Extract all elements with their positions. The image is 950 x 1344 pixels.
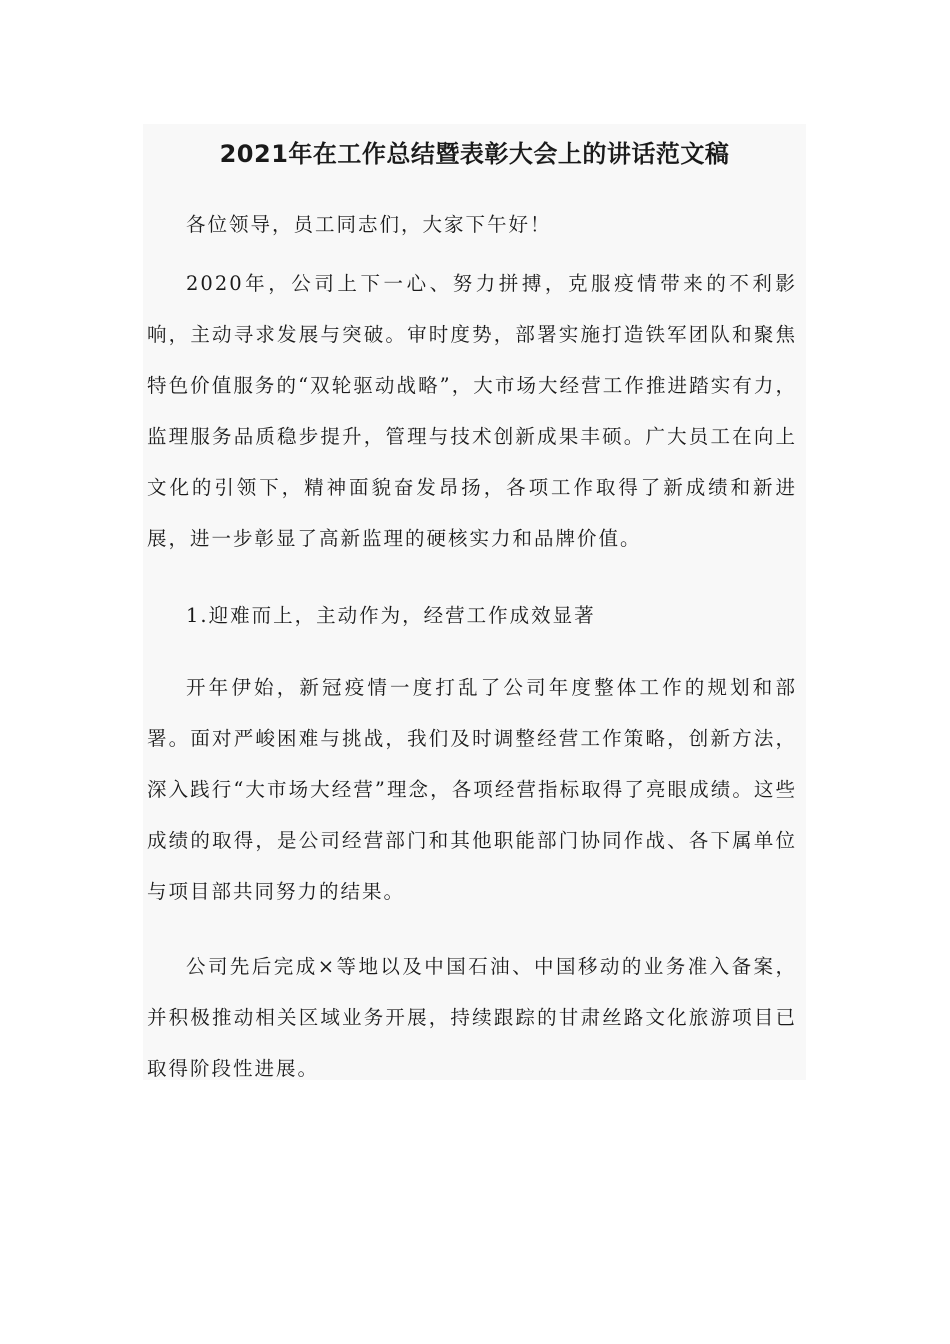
body-paragraph: 开年伊始，新冠疫情一度打乱了公司年度整体工作的规划和部署。面对严峻困难与挑战，我们及时调整经营工作策略，创新方法，深入践行“大市场大经营”理念，各项经营指标取得了亮眼成绩。这些成绩的取得，是公司经营部门和其他职能部门协同作战、各下属单位与项目部共同努力的结果。	[147, 676, 797, 903]
section-heading: 1.迎难而上，主动作为，经营工作成效显著	[186, 604, 596, 627]
document-title: 2021年在工作总结暨表彰大会上的讲话范文稿	[219, 140, 730, 168]
body-paragraph-2: 公司先后完成×等地以及中国石油、中国移动的业务准入备案，并积极推动相关区域业务开展，持续跟踪的甘肃丝路文化旅游项目已取得阶段性进展。	[147, 955, 797, 1080]
greeting-paragraph: 各位领导，员工同志们，大家下午好！	[186, 213, 552, 236]
document-page	[143, 124, 806, 1080]
intro-paragraph: 2020年，公司上下一心、努力拼搏，克服疫情带来的不利影响，主动寻求发展与突破。审时度势，部署实施打造铁军团队和聚焦特色价值服务的“双轮驱动战略”，大市场大经营工作推进踏实有力，监理服务品质稳步提升，管理与技术创新成果丰硕。广大员工在向上文化的引领下，精神面貌奋发昂扬，各项工作取得了新成绩和新进展，进一步彰显了高新监理的硬核实力和品牌价值。	[147, 272, 797, 550]
